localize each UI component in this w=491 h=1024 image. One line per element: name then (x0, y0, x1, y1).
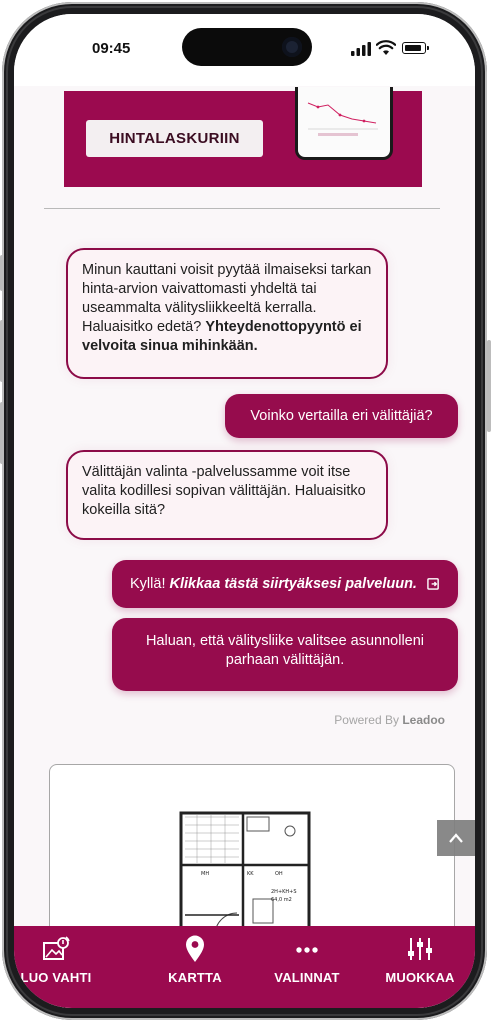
screen (14, 14, 475, 1008)
alert-image-icon (41, 934, 71, 964)
floorplan-area: 64,0 m2 (271, 897, 292, 903)
volume-down-button (0, 402, 4, 464)
price-calculator-button[interactable]: HINTALASKURIIN (86, 120, 263, 157)
nav-item-valinnat[interactable] (252, 926, 362, 1008)
nav-item-luo-vahti[interactable] (14, 926, 111, 1008)
floorplan-label-mh: MH (201, 871, 210, 877)
powered-by-brand: Leadoo (402, 713, 445, 727)
option-emphasis: Klikkaa tästä siirtyäksesi palveluun. (169, 576, 417, 592)
power-button (487, 340, 491, 432)
floorplan-label-oh: OH (275, 871, 283, 877)
dynamic-island (182, 28, 312, 66)
powered-by[interactable]: Powered By Leadoo (334, 713, 445, 727)
more-dots-icon (292, 934, 322, 964)
wifi-icon (376, 40, 396, 56)
floorplan-spec: 2H+KH+S (271, 889, 297, 895)
floorplan-label-kk: KK (247, 871, 254, 877)
mini-chart-icon (304, 91, 382, 147)
external-link-icon (427, 577, 440, 590)
bot-message-text: Minun kauttani voisit pyytää ilmaiseksi tarkan hinta-arvion vaivattomasti yhdeltä tai useammalta välitysliikkeeltä kerralla. Haluaisitko edetä? (82, 262, 372, 335)
nav-label: LUO VAHTI (20, 970, 92, 985)
user-message: Voinko vertailla eri välittäjiä? (225, 394, 458, 438)
divider (44, 208, 440, 209)
camera-icon (282, 37, 302, 57)
banner-phone-illustration (295, 87, 393, 160)
status-time: 09:45 (92, 40, 131, 57)
nav-label: KARTTA (168, 970, 222, 985)
bot-message: Välittäjän valinta -palvelussamme voit itse valita kodillesi sopivan välittäjän. Haluaisitko kokeilla sitä? (66, 450, 388, 540)
bottom-navigation (14, 926, 475, 1008)
chat-option-agency-chooses[interactable]: Haluan, että välitysliike valitsee asunnolleni parhaan välittäjän. (112, 618, 458, 691)
status-bar (14, 14, 475, 86)
nav-item-muokkaa[interactable] (365, 926, 475, 1008)
signal-icon (351, 42, 371, 56)
battery-icon (402, 42, 426, 54)
bot-message (66, 248, 388, 379)
price-calculator-banner (64, 91, 422, 187)
chat-option-go-to-service[interactable] (112, 560, 458, 608)
map-pin-icon (183, 934, 207, 964)
volume-up-button (0, 320, 4, 382)
nav-label: VALINNAT (274, 970, 340, 985)
option-prefix: Kyllä! (130, 576, 170, 592)
bot-message-bold: Yhteydenottopyyntö ei velvoita sinua mihinkään. (82, 319, 362, 354)
nav-item-kartta[interactable] (140, 926, 250, 1008)
chevron-up-icon (448, 831, 464, 845)
nav-label: MUOKKAA (385, 970, 455, 985)
mute-switch (0, 255, 4, 291)
scroll-to-top-button[interactable] (437, 820, 475, 856)
sliders-icon (405, 934, 435, 964)
